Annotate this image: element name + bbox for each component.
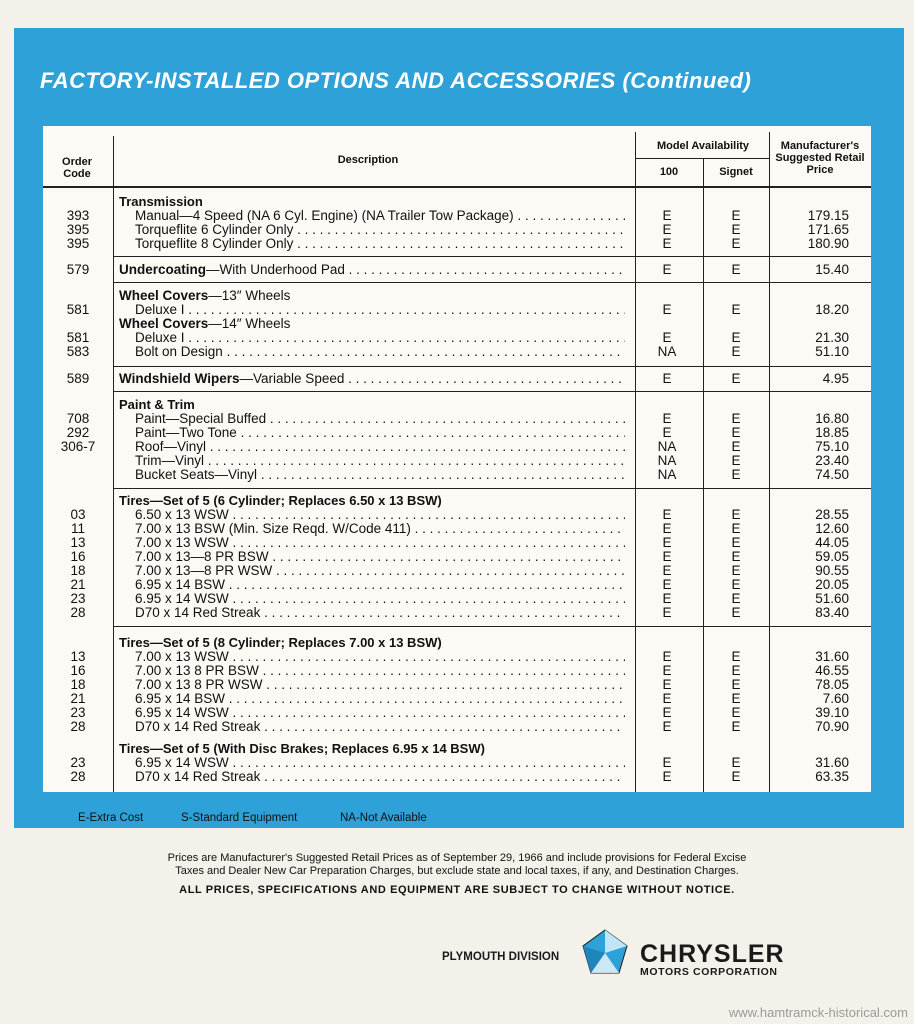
- order-code: 583: [66, 344, 90, 359]
- watermark: www.hamtramck-historical.com: [728, 1005, 908, 1020]
- order-code: 11: [70, 521, 85, 536]
- separator: [113, 391, 871, 392]
- order-code: 395: [66, 236, 90, 251]
- footnote-notice: ALL PRICES, SPECIFICATIONS AND EQUIPMENT ARE SUBJECT TO CHANGE WITHOUT NOTICE.: [179, 884, 735, 896]
- header-model-availability: Model Availability: [656, 140, 750, 152]
- item-description: [119, 263, 625, 277]
- item-heading: Undercoating: [119, 263, 207, 277]
- retail-price: 78.05: [815, 677, 849, 692]
- item-description: Paint—Special Buffed . . .: [135, 412, 625, 426]
- availability-signet: E: [731, 439, 741, 454]
- item-description: 7.00 x 13 8 PR WSW . . .: [135, 678, 625, 692]
- table-row: [43, 636, 871, 650]
- retail-price: 23.40: [815, 453, 849, 468]
- retail-price: 75.10: [815, 439, 849, 454]
- table-row: [43, 664, 871, 678]
- availability-signet: E: [731, 330, 741, 345]
- availability-signet: E: [731, 371, 741, 386]
- item-description: [119, 372, 625, 386]
- availability-signet: E: [731, 649, 741, 664]
- table-row: [43, 706, 871, 720]
- retail-price: 90.55: [815, 563, 849, 578]
- table-row: [43, 398, 871, 412]
- availability-100: E: [662, 302, 672, 317]
- header-signet: Signet: [719, 166, 753, 178]
- item-description: D70 x 14 Red Streak . . .: [135, 720, 625, 734]
- availability-100: E: [662, 563, 672, 578]
- availability-100: E: [662, 649, 672, 664]
- retail-price: 59.05: [815, 549, 849, 564]
- retail-price: 51.60: [815, 591, 849, 606]
- availability-100: E: [662, 425, 672, 440]
- item-description: Tires—Set of 5 (6 Cylinder; Replaces 6.50 x 13 BSW): [119, 494, 442, 508]
- availability-100: E: [662, 605, 672, 620]
- retail-price: 28.55: [815, 507, 849, 522]
- corporation-name: MOTORS CORPORATION: [640, 966, 778, 978]
- availability-signet: E: [731, 705, 741, 720]
- item-description: D70 x 14 Red Streak . . .: [135, 770, 625, 784]
- table-row: [43, 522, 871, 536]
- table-row: [43, 536, 871, 550]
- availability-100: NA: [657, 439, 677, 454]
- availability-signet: E: [731, 591, 741, 606]
- order-code: 589: [66, 371, 90, 386]
- item-description: Paint—Two Tone . . .: [135, 426, 625, 440]
- availability-100: E: [662, 691, 672, 706]
- retail-price: 39.10: [815, 705, 849, 720]
- availability-signet: E: [731, 691, 741, 706]
- table-row: [43, 720, 871, 734]
- separator: [113, 282, 871, 283]
- availability-100: E: [662, 521, 672, 536]
- item-detail: —With Underhood Pad: [206, 263, 345, 277]
- item-description: 7.00 x 13—8 PR BSW . . .: [135, 550, 625, 564]
- retail-price: 179.15: [807, 208, 849, 223]
- retail-price: 51.10: [815, 344, 849, 359]
- table-row: [43, 494, 871, 508]
- availability-signet: E: [731, 563, 741, 578]
- order-code: 23: [70, 705, 86, 720]
- availability-signet: E: [731, 453, 741, 468]
- item-description: Torqueflite 6 Cylinder Only . . .: [135, 223, 625, 237]
- retail-price: 70.90: [815, 719, 849, 734]
- item-description: Deluxe I . . .: [135, 331, 625, 345]
- item-description: 7.00 x 13 8 PR BSW . . .: [135, 664, 625, 678]
- item-detail: —14″ Wheels: [208, 317, 291, 331]
- availability-100: E: [662, 577, 672, 592]
- table-row: [43, 550, 871, 564]
- table-row: [43, 468, 871, 482]
- retail-price: 7.60: [822, 691, 849, 706]
- availability-100: E: [662, 719, 672, 734]
- item-description: 6.95 x 14 WSW . . .: [135, 592, 625, 606]
- availability-signet: E: [731, 549, 741, 564]
- availability-signet: E: [731, 521, 741, 536]
- item-description: 6.50 x 13 WSW . . .: [135, 508, 625, 522]
- separator: [113, 256, 871, 257]
- item-description: D70 x 14 Red Streak . . .: [135, 606, 625, 620]
- availability-signet: E: [731, 425, 741, 440]
- brand-name: CHRYSLER: [640, 940, 785, 968]
- availability-signet: E: [731, 535, 741, 550]
- availability-signet: E: [731, 605, 741, 620]
- table-row: [43, 263, 871, 277]
- retail-price: 20.05: [815, 577, 849, 592]
- item-description: 6.95 x 14 BSW . . .: [135, 578, 625, 592]
- availability-signet: E: [731, 507, 741, 522]
- legend-not-available: NA-Not Available: [340, 812, 427, 824]
- legend-extra-cost: E-Extra Cost: [78, 812, 144, 824]
- table-row: [43, 345, 871, 359]
- header-100: 100: [659, 166, 679, 178]
- separator: [113, 488, 871, 489]
- retail-price: 44.05: [815, 535, 849, 550]
- retail-price: 180.90: [807, 236, 849, 251]
- table-row: [43, 237, 871, 251]
- availability-signet: E: [731, 663, 741, 678]
- header-description: Description: [337, 154, 399, 166]
- order-code: 03: [70, 507, 86, 522]
- retail-price: 4.95: [822, 371, 849, 386]
- order-code: 28: [70, 605, 86, 620]
- availability-100: E: [662, 549, 672, 564]
- item-description: Trim—Vinyl . . .: [135, 454, 625, 468]
- item-description: 7.00 x 13 BSW (Min. Size Reqd. W/Code 411) . . .: [135, 522, 625, 536]
- order-code: 23: [70, 755, 86, 770]
- table-row: [43, 454, 871, 468]
- retail-price: 46.55: [815, 663, 849, 678]
- legend-standard: S-Standard Equipment: [181, 812, 298, 824]
- retail-price: 31.60: [815, 755, 849, 770]
- item-description: Bucket Seats—Vinyl . . .: [135, 468, 625, 482]
- header-bottom-line: [43, 186, 871, 188]
- retail-price: 63.35: [815, 769, 849, 784]
- footnote-line-1: Prices are Manufacturer's Suggested Retail Prices as of September 29, 1966 and include provisions for Federal Excise: [167, 852, 747, 864]
- order-code: 16: [70, 663, 86, 678]
- division-name: PLYMOUTH DIVISION: [442, 951, 560, 963]
- retail-price: 16.80: [815, 411, 849, 426]
- order-code: 579: [66, 262, 90, 277]
- table-row: [43, 742, 871, 756]
- order-code: 306-7: [60, 439, 96, 454]
- item-description: 6.95 x 14 WSW . . .: [135, 756, 625, 770]
- retail-price: 12.60: [815, 521, 849, 536]
- table-row: [43, 606, 871, 620]
- availability-signet: E: [731, 208, 741, 223]
- availability-100: NA: [657, 453, 677, 468]
- retail-price: 18.20: [815, 302, 849, 317]
- table-row: [43, 770, 871, 784]
- options-table: [43, 126, 871, 792]
- header-order-code: Order Code: [62, 156, 92, 180]
- item-description: 7.00 x 13 WSW . . .: [135, 536, 625, 550]
- retail-price: 21.30: [815, 330, 849, 345]
- order-code: 708: [66, 411, 90, 426]
- header-price: Manufacturer's Suggested Retail Price: [775, 140, 865, 176]
- retail-price: 83.40: [815, 605, 849, 620]
- header-sub-line: [635, 158, 769, 159]
- table-row: [43, 426, 871, 440]
- order-code: 393: [66, 208, 90, 223]
- retail-price: 74.50: [815, 467, 849, 482]
- availability-signet: E: [731, 467, 741, 482]
- availability-signet: E: [731, 262, 741, 277]
- availability-signet: E: [731, 344, 741, 359]
- order-code: 21: [70, 691, 86, 706]
- table-row: [43, 508, 871, 522]
- item-heading: Wheel Covers: [119, 317, 209, 331]
- order-code: 23: [70, 591, 86, 606]
- item-heading: Windshield Wipers: [119, 372, 240, 386]
- availability-signet: E: [731, 577, 741, 592]
- availability-100: E: [662, 755, 672, 770]
- table-row: [43, 578, 871, 592]
- availability-100: E: [662, 705, 672, 720]
- availability-100: E: [662, 208, 672, 223]
- order-code: 28: [70, 719, 86, 734]
- availability-100: E: [662, 236, 672, 251]
- item-description: Roof—Vinyl . . .: [135, 440, 625, 454]
- availability-100: NA: [657, 344, 677, 359]
- retail-price: 171.65: [807, 222, 849, 237]
- table-row: [43, 412, 871, 426]
- item-heading: Wheel Covers: [119, 289, 209, 303]
- order-code: 581: [66, 330, 90, 345]
- availability-100: E: [662, 262, 672, 277]
- order-code: 21: [70, 577, 86, 592]
- availability-100: E: [662, 507, 672, 522]
- order-code: 18: [70, 677, 86, 692]
- page-title: FACTORY-INSTALLED OPTIONS AND ACCESSORIES (Continued): [40, 68, 752, 93]
- item-description: Torqueflite 8 Cylinder Only . . .: [135, 237, 625, 251]
- order-code: 292: [66, 425, 90, 440]
- footnote-line-2: Taxes and Dealer New Car Preparation Charges, but exclude state and local taxes, if any, and Destination Charges.: [175, 865, 739, 877]
- separator: [113, 626, 871, 627]
- separator: [113, 366, 871, 367]
- table-row: [43, 317, 871, 331]
- table-row: [43, 440, 871, 454]
- availability-signet: E: [731, 769, 741, 784]
- availability-100: E: [662, 677, 672, 692]
- item-detail: —13″ Wheels: [208, 289, 291, 303]
- order-code: 395: [66, 222, 90, 237]
- availability-100: E: [662, 330, 672, 345]
- retail-price: 31.60: [815, 649, 849, 664]
- availability-signet: E: [731, 222, 741, 237]
- table-row: [43, 303, 871, 317]
- availability-100: E: [662, 371, 672, 386]
- availability-100: E: [662, 769, 672, 784]
- table-row: [43, 756, 871, 770]
- pentastar-logo-icon: [580, 928, 630, 978]
- availability-100: E: [662, 663, 672, 678]
- order-code: 581: [66, 302, 90, 317]
- table-row: [43, 592, 871, 606]
- item-description: 6.95 x 14 WSW . . .: [135, 706, 625, 720]
- order-code: 13: [70, 649, 86, 664]
- order-code: 18: [70, 563, 86, 578]
- item-description: Tires—Set of 5 (8 Cylinder; Replaces 7.00 x 13 BSW): [119, 636, 442, 650]
- item-description: Manual—4 Speed (NA 6 Cyl. Engine) (NA Trailer Tow Package) . . .: [135, 209, 625, 223]
- item-description: Transmission: [119, 195, 203, 209]
- availability-100: NA: [657, 467, 677, 482]
- item-description: 7.00 x 13 WSW . . .: [135, 650, 625, 664]
- order-code: 16: [70, 549, 86, 564]
- item-description: Bolt on Design . . .: [135, 345, 625, 359]
- item-description: Deluxe I . . .: [135, 303, 625, 317]
- table-row: [43, 331, 871, 345]
- table-row: [43, 564, 871, 578]
- availability-signet: E: [731, 236, 741, 251]
- table-row: [43, 223, 871, 237]
- table-row: [43, 678, 871, 692]
- availability-100: E: [662, 411, 672, 426]
- availability-signet: E: [731, 302, 741, 317]
- item-description: Paint & Trim: [119, 398, 195, 412]
- availability-signet: E: [731, 411, 741, 426]
- order-code: 13: [70, 535, 86, 550]
- retail-price: 18.85: [815, 425, 849, 440]
- item-description: 6.95 x 14 BSW . . .: [135, 692, 625, 706]
- table-row: [43, 372, 871, 386]
- availability-signet: E: [731, 719, 741, 734]
- retail-price: 15.40: [815, 262, 849, 277]
- table-row: [43, 289, 871, 303]
- availability-100: E: [662, 591, 672, 606]
- item-description: [119, 289, 625, 303]
- item-description: 7.00 x 13—8 PR WSW . . .: [135, 564, 625, 578]
- order-code: 28: [70, 769, 86, 784]
- availability-100: E: [662, 535, 672, 550]
- availability-signet: E: [731, 755, 741, 770]
- availability-signet: E: [731, 677, 741, 692]
- table-row: [43, 692, 871, 706]
- availability-100: E: [662, 222, 672, 237]
- table-row: [43, 195, 871, 209]
- table-row: [43, 650, 871, 664]
- item-description: Tires—Set of 5 (With Disc Brakes; Replaces 6.95 x 14 BSW): [119, 742, 485, 756]
- item-detail: —Variable Speed: [239, 372, 345, 386]
- item-description: [119, 317, 625, 331]
- table-row: [43, 209, 871, 223]
